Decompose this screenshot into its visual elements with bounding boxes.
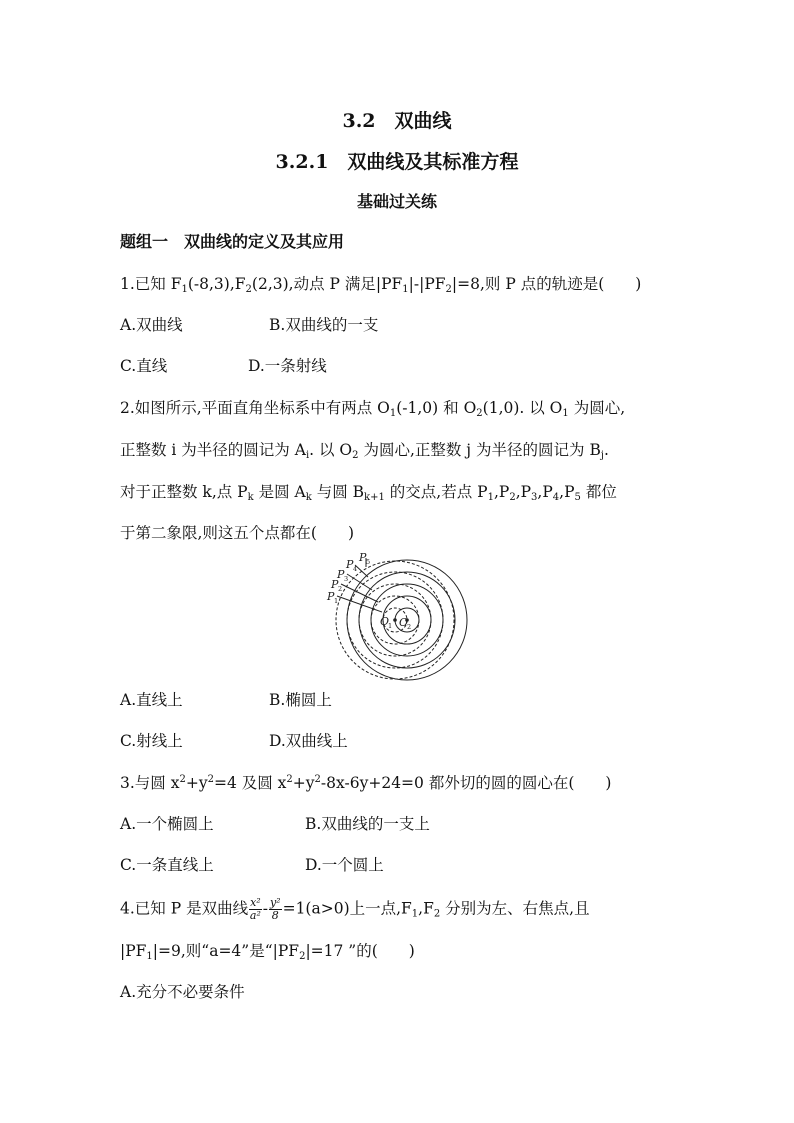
center-subscript-2: 2: [407, 623, 412, 631]
question-group-title: 题组一 双曲线的定义及其应用: [120, 232, 345, 251]
point-label-p1: P: [327, 590, 335, 603]
question-1-option-a: A.双曲线: [120, 316, 183, 334]
point-label-p3: P: [337, 568, 345, 581]
point-label-p2: P: [331, 578, 339, 591]
question-2-stem-line-3: 对于正整数 k,点 $P_k$ 是圆 $A_k$ 与圆 $B_{k+1}$ 的交点,若点 $P_1,P_2,P_3,P_4,P_5$ 都位: [120, 483, 617, 503]
center-label-o1: O: [380, 615, 390, 628]
point-subscript-4: 4: [353, 565, 358, 573]
question-4-stem-line-2: $|PF_1|=9$,则“a=4”是“$|PF_2|=17$ ”的( ): [120, 942, 415, 962]
question-4-stem-line-1: 4.已知 P 是双曲线 $\frac{\text{x²}}{\text{a²}}$ - $\frac{\text{y²}}{8}$ =1(a>0)上一点$,F_1,F_2$ 分别为左、右焦点,且: [120, 896, 590, 922]
point-subscript-1: 1: [334, 597, 339, 605]
question-3-option-b: B.双曲线的一支上: [305, 815, 430, 833]
point-label-p4: P: [346, 558, 354, 571]
question-1-option-d: D.一条射线: [248, 357, 327, 375]
question-2-option-d: D.双曲线上: [269, 732, 348, 750]
center-label-o2: O: [399, 616, 409, 629]
subsection-title: 3.2.1 双曲线及其标准方程: [275, 151, 519, 173]
question-2-option-a: A.直线上: [120, 691, 183, 709]
question-2-option-c: C.射线上: [120, 732, 183, 750]
question-2-stem-line-2: 正整数 i 为半径的圆记为 $A_i$. 以 $O_2$ 为圆心,正整数 j 为半径的圆记为 $B_j$.: [120, 441, 609, 461]
question-1-stem: 1.已知 $F_1(-8,3),F_2(2,3)$,动点 P 满足$|PF_1|-|PF_2|=8$,则 P 点的轨迹是( ): [120, 275, 642, 295]
question-3-option-a: A.一个椭圆上: [120, 815, 214, 833]
section-title: 3.2 双曲线: [342, 110, 452, 132]
point-subscript-5: 5: [366, 558, 371, 566]
exercise-level-title: 基础过关练: [356, 192, 437, 211]
question-1-option-c: C.直线: [120, 357, 168, 375]
question-3-option-c: C.一条直线上: [120, 856, 214, 874]
question-2-stem-line-4: 于第二象限,则这五个点都在( ): [120, 524, 355, 542]
point-label-p5: P: [359, 552, 367, 564]
question-2-stem-line-1: 2.如图所示,平面直角坐标系中有两点 $O_1(-1,0)$ 和 $O_2(1,0)$. 以 $O_1$ 为圆心,: [120, 399, 626, 419]
question-2-option-b: B.椭圆上: [269, 691, 332, 709]
concentric-circles-figure: [322, 552, 472, 682]
question-3-stem: 3.与圆 $x^2+y^2=4$ 及圆 $x^2+y^2-8x-6y+24=0$ 都外切的圆的圆心在( ): [120, 774, 612, 792]
question-4-option-a: A.充分不必要条件: [120, 983, 245, 1001]
question-3-option-d: D.一个圆上: [305, 856, 384, 874]
fraction-y2-over-8: $\frac{\text{y²}}{8}$: [269, 896, 281, 922]
center-subscript-1: 1: [388, 622, 393, 630]
question-1-option-b: B.双曲线的一支: [269, 316, 379, 334]
point-subscript-3: 3: [344, 575, 349, 583]
fraction-x2-over-a2: $\frac{\text{x²}}{\text{a²}}$: [249, 896, 261, 922]
point-subscript-2: 2: [338, 585, 343, 593]
